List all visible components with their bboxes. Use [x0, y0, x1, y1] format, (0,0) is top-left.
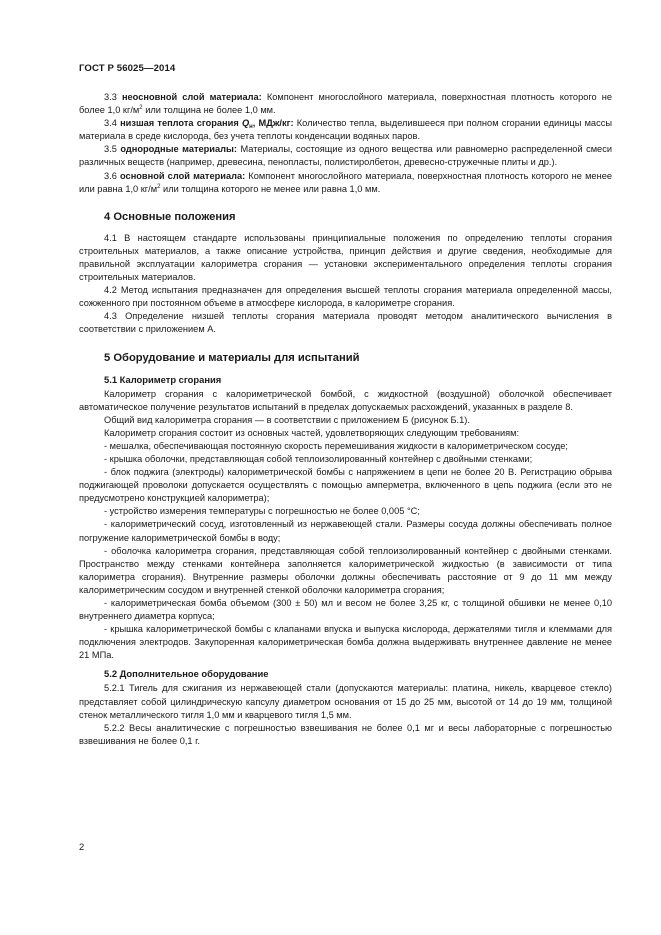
definition-3-5: 3.5 однородные материалы: Материалы, состоящие из одного вещества или равномерно распределенной смеси различных веществ (например, древесина, пенопласты, полистиролбетон, древесно-стружечные плиты и др.). [79, 144, 612, 168]
paragraph-5-2-1: 5.2.1 Тигель для сжигания из нержавеющей стали (допускаются материалы: платина, никель, кварцевое стекло) представляет собой цилиндрическую капсулу диаметром основания от 15 до 25 мм, высотой от 14 до 19 мм, толщиной стенок металлического тигля 1,0 мм и кварцевого тигля 1,5 мм. [79, 683, 612, 720]
paragraph-4-3: 4.3 Определение низшей теплоты сгорания материала проводят методом аналитического вычисления в соответствии с приложением А. [79, 311, 612, 335]
definition-3-3: 3.3 неосновной слой материала: Компонент многослойного материала, поверхностная плотность которого не более 1,0 $кг/м^2$ или толщина не более 1,0 мм. [79, 92, 613, 116]
list-item: - оболочка калориметра сгорания, представляющая собой теплоизолированный контейнер с двойными стенками. Пространство между стенками контейнера заполняется калориметрической жидкостью (в зависимости от типа калориметра сгорания). Внутренние размеры оболочки должны обеспечивать расстояние от 9 до 11 мм между калориметрическим сосудом и внутренней стенкой оболочки калориметра сгорания; [79, 545, 612, 595]
document-body [79, 91, 612, 748]
document-header: ГОСТ Р 56025—2014 [79, 63, 176, 74]
term: низшая теплота сгорания $Q_н$, МДж/кг: [120, 118, 294, 131]
section-4-title: 4 Основные положения [104, 210, 236, 223]
list-item: - устройство измерения температуры с погрешностью не более 0,005 °С; [104, 506, 420, 517]
list-item: - блок поджига (электроды) калориметрической бомбы с напряжением в цепи не более 20 В. Регистрацию обрыва поджигающей проволоки допускается осуществлять с помощью амперметра, включенного в цепь поджига (если это не предусмотрено конструкцией калориметра); [79, 467, 612, 504]
paragraph-4-1: 4.1 В настоящем стандарте использованы принципиальные положения по определению теплоты сгорания строительных материалов, а также описание устройства, принцип действия и другие сведения, необходимые для правильной эксплуатации калориметра сгорания — установки экспериментального определения теплоты сгорания строительных материалов. [79, 232, 612, 283]
paragraph: Калориметр сгорания с калориметрической бомбой, с жидкостной (воздушной) оболочкой обеспечивает автоматическое получение результатов испытаний в пределах допускаемых расхождений, указанных в разделе 8. [79, 388, 612, 412]
list-item: - калориметрическая бомба объемом (300 ± 50) мл и весом не более 3,25 кг, с толщиной обшивки не менее 0,10 внутреннего диаметра корпуса; [79, 598, 612, 622]
paragraph-4-2: 4.2 Метод испытания предназначен для определения высшей теплоты сгорания материала определенной массы, сожженного при постоянном объеме в атмосфере кислорода, в калориметре сгорания. [79, 285, 612, 309]
term: неосновной слой материала: [121, 92, 262, 102]
paragraph: Калориметр сгорания состоит из основных частей, удовлетворяющих следующим требованиям: [104, 427, 520, 438]
section-5-title: 5 Оборудование и материалы для испытаний [104, 351, 360, 364]
paragraph: Общий вид калориметра сгорания — в соответствии с приложением Б (рисунок Б.1). [104, 414, 470, 425]
paragraph-5-2-2: 5.2.2 Весы аналитические с погрешностью взвешивания не более 0,1 мг и весы лабораторные с погрешностью взвешивания не более 0,1 г. [79, 722, 612, 746]
definition-3-4: 3.4 низшая теплота сгорания $Q_н$, МДж/кг: Количество тепла, выделившееся при полном сгорании единицы массы материала в среде кислорода, без учета теплоты конденсации водяных паров. [79, 118, 612, 142]
term: основной слой материала: [120, 170, 246, 181]
definition-3-6: 3.6 основной слой материала: Компонент многослойного материала, поверхностная плотность которого не менее или равна 1,0 $кг/м^2$ или толщина которого не менее или равна 1,0 мм. [79, 170, 612, 194]
subsection-5-1-title: 5.1 Калориметр сгорания [104, 373, 222, 385]
list-item: - крышка оболочки, представляющая собой теплоизолированный контейнер с двойными стенками; [104, 453, 533, 464]
list-item: - крышка калориметрической бомбы с клапанами впуска и выпуска кислорода, держателями тигля и клеммами для подключения электродов. Закупоренная калориметрическая бомба должна выдерживать внутреннее давление не менее 21 МПа. [79, 624, 612, 661]
list-item: - мешалка, обеспечивающая постоянную скорость перемешивания жидкости в калориметрическом сосуде; [104, 440, 568, 451]
list-item: - калориметрический сосуд, изготовленный из нержавеющей стали. Размеры сосуда должны обеспечивать полное погружение калориметрической бомбы в воду; [79, 519, 612, 543]
subsection-5-2-title: 5.2 Дополнительное оборудование [104, 668, 269, 680]
page-number: 2 [79, 842, 85, 853]
term: однородные материалы: [120, 144, 237, 155]
